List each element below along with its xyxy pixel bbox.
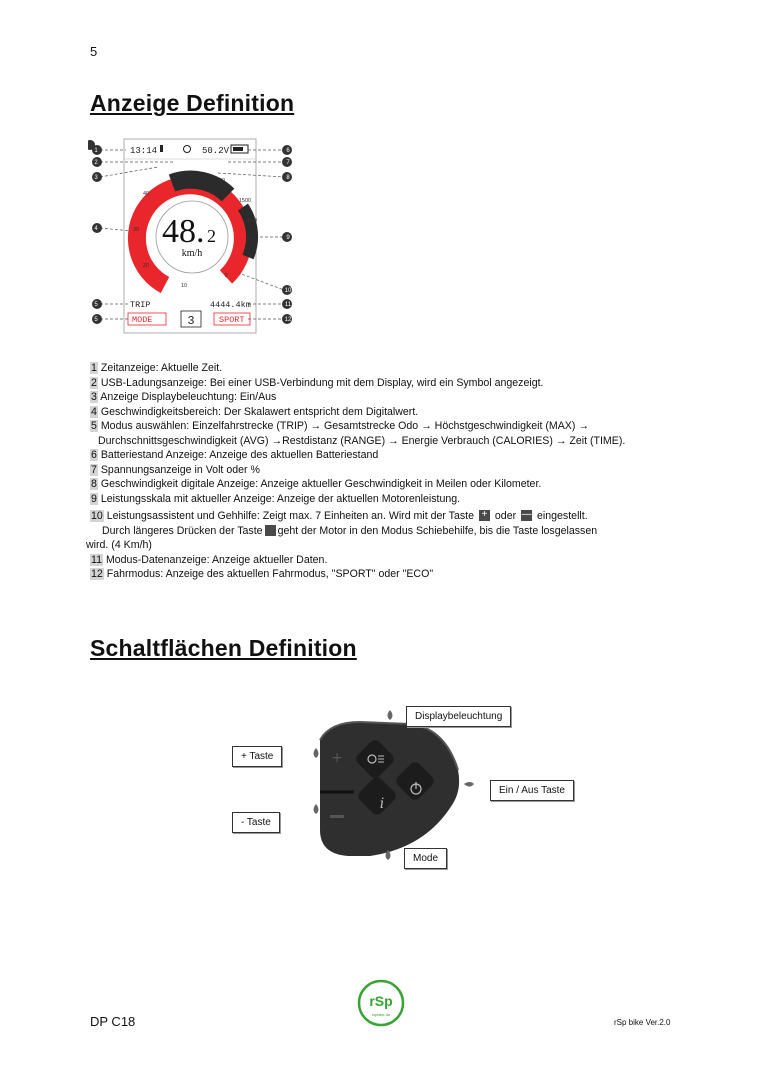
svg-text:40: 40 <box>142 191 150 197</box>
def-5: 5 Modus auswählen: Einzelfahrstrecke (TRIP) → Gesamtstrecke Odo → Höchstgeschwindigkeit (MAX) → <box>91 420 589 432</box>
def-4: 4 Geschwindigkeitsbereich: Der Skalawert entspricht dem Digitalwert. <box>91 405 419 418</box>
svg-text:2: 2 <box>94 160 98 166</box>
trip-label: TRIP <box>130 300 151 310</box>
svg-text:7: 7 <box>286 160 290 166</box>
definitions-list <box>86 361 690 582</box>
display-figure <box>88 137 298 337</box>
display-voltage: 50.2V <box>202 146 230 156</box>
def-12: 12 Fahrmodus: Anzeige des aktuellen Fahrmodus, "SPORT" oder "ECO" <box>91 568 434 580</box>
svg-text:10: 10 <box>284 288 292 294</box>
def-8: 8 Geschwindigkeit digitale Anzeige: Anzeige aktueller Geschwindigkeit in Meilen oder Kilometer. <box>91 478 542 490</box>
callout-10 <box>282 285 292 295</box>
svg-text:60: 60 <box>218 178 226 184</box>
callout-12 <box>282 314 292 324</box>
plus-symbol-icon: + <box>331 750 343 766</box>
callout-plus: + Taste <box>232 746 282 767</box>
svg-text:0: 0 <box>224 273 228 279</box>
svg-text:500: 500 <box>246 237 256 243</box>
callout-light: Displaybeleuchtung <box>406 706 511 727</box>
plus-key-icon: + <box>479 510 490 521</box>
callout-9 <box>282 232 292 242</box>
callout-11 <box>282 299 292 309</box>
svg-text:50: 50 <box>176 173 184 179</box>
callout-power: Ein / Aus Taste <box>490 780 574 801</box>
speed-value: 48. <box>162 213 205 250</box>
callout-3 <box>92 172 102 182</box>
minus-key-icon-2 <box>265 525 276 536</box>
callout-2 <box>92 157 102 167</box>
callout-4 <box>92 223 102 233</box>
def-10: 10 Leistungsassistent und Gehhilfe: Zeigt max. 7 Einheiten an. Wird mit der Taste + oder — eingestellt. <box>91 509 588 522</box>
svg-text:3: 3 <box>94 175 98 181</box>
callout-5b <box>92 314 102 324</box>
assist-level: 3 <box>187 314 195 328</box>
minus-key-icon: — <box>521 509 532 520</box>
def-10-line2: Durch längeres Drücken der Taste geht der Motor in den Modus Schiebehilfe, bis die Taste losgelassen <box>102 524 598 537</box>
svg-text:20: 20 <box>142 263 150 269</box>
marker-light <box>388 710 393 720</box>
speed-unit: km/h <box>181 248 203 259</box>
marker-minus <box>314 804 319 814</box>
svg-text:5: 5 <box>94 302 98 308</box>
marker-power <box>464 782 474 787</box>
footer-version: rSp bike Ver.2.0 <box>614 1018 671 1027</box>
info-icon: i <box>379 796 385 812</box>
def-7: 7 Spannungsanzeige in Volt oder % <box>91 463 260 476</box>
svg-text:11: 11 <box>284 302 292 308</box>
minus-symbol-icon <box>330 815 344 818</box>
svg-text:rSp: rSp <box>369 993 393 1009</box>
def-10-line3: wird. (4 Km/h) <box>86 539 152 551</box>
svg-text:8: 8 <box>286 175 290 181</box>
button-diagram <box>220 700 600 880</box>
svg-text:30: 30 <box>132 227 140 233</box>
svg-text:9: 9 <box>286 235 290 241</box>
page-number: 5 <box>90 44 98 59</box>
svg-text:5: 5 <box>94 317 98 323</box>
svg-text:4: 4 <box>94 226 98 232</box>
svg-text:1: 1 <box>94 148 98 154</box>
def-6: 6 Batteriestand Anzeige: Anzeige des aktuellen Batteriestand <box>91 449 379 461</box>
svg-text:6: 6 <box>286 148 290 154</box>
section-title-display: Anzeige Definition <box>90 90 295 116</box>
footer-model: DP C18 <box>90 1014 136 1029</box>
def-5-cont: Durchschnittsgeschwindigkeit (AVG) →Restdistanz (RANGE) → Energie Verbrauch (CALORIES) → Zeit (TIME). <box>98 434 626 447</box>
callout-6 <box>282 145 292 155</box>
usb-icon <box>160 145 163 152</box>
speed-decimal: 2 <box>207 226 216 246</box>
svg-text:10: 10 <box>180 283 188 289</box>
def-11: 11 Modus-Datenanzeige: Anzeige aktueller Daten. <box>91 553 328 566</box>
display-time: 13:14 <box>130 146 158 156</box>
mode-label: MODE <box>132 315 153 325</box>
svg-text:12: 12 <box>284 317 292 323</box>
callout-8 <box>282 172 292 182</box>
callout-5a <box>92 299 102 309</box>
odo-value: 4444.4km <box>210 300 251 310</box>
rsp-logo <box>356 978 406 1028</box>
callout-minus: - Taste <box>232 812 280 833</box>
svg-text:1500: 1500 <box>238 198 252 204</box>
mode-value: SPORT <box>219 315 245 325</box>
callout-mode: Mode <box>404 848 447 869</box>
def-1: 1 Zeitanzeige: Aktuelle Zeit. <box>91 362 223 374</box>
def-2: 2 USB-Ladungsanzeige: Bei einer USB-Verbindung mit dem Display, wird ein Symbol angezeigt. <box>91 376 544 389</box>
callout-7 <box>282 157 292 167</box>
svg-text:rspbike.de: rspbike.de <box>371 1012 391 1017</box>
callout-1 <box>88 140 102 155</box>
marker-plus <box>314 748 319 758</box>
def-9: 9 Leistungsskala mit aktueller Anzeige: Anzeige der aktuellen Motorenleistung. <box>91 492 461 505</box>
def-3: 3 Anzeige Displaybeleuchtung: Ein/Aus <box>91 391 277 403</box>
section-title-buttons: Schaltflächen Definition <box>90 635 357 661</box>
svg-text:1000: 1000 <box>244 218 258 224</box>
